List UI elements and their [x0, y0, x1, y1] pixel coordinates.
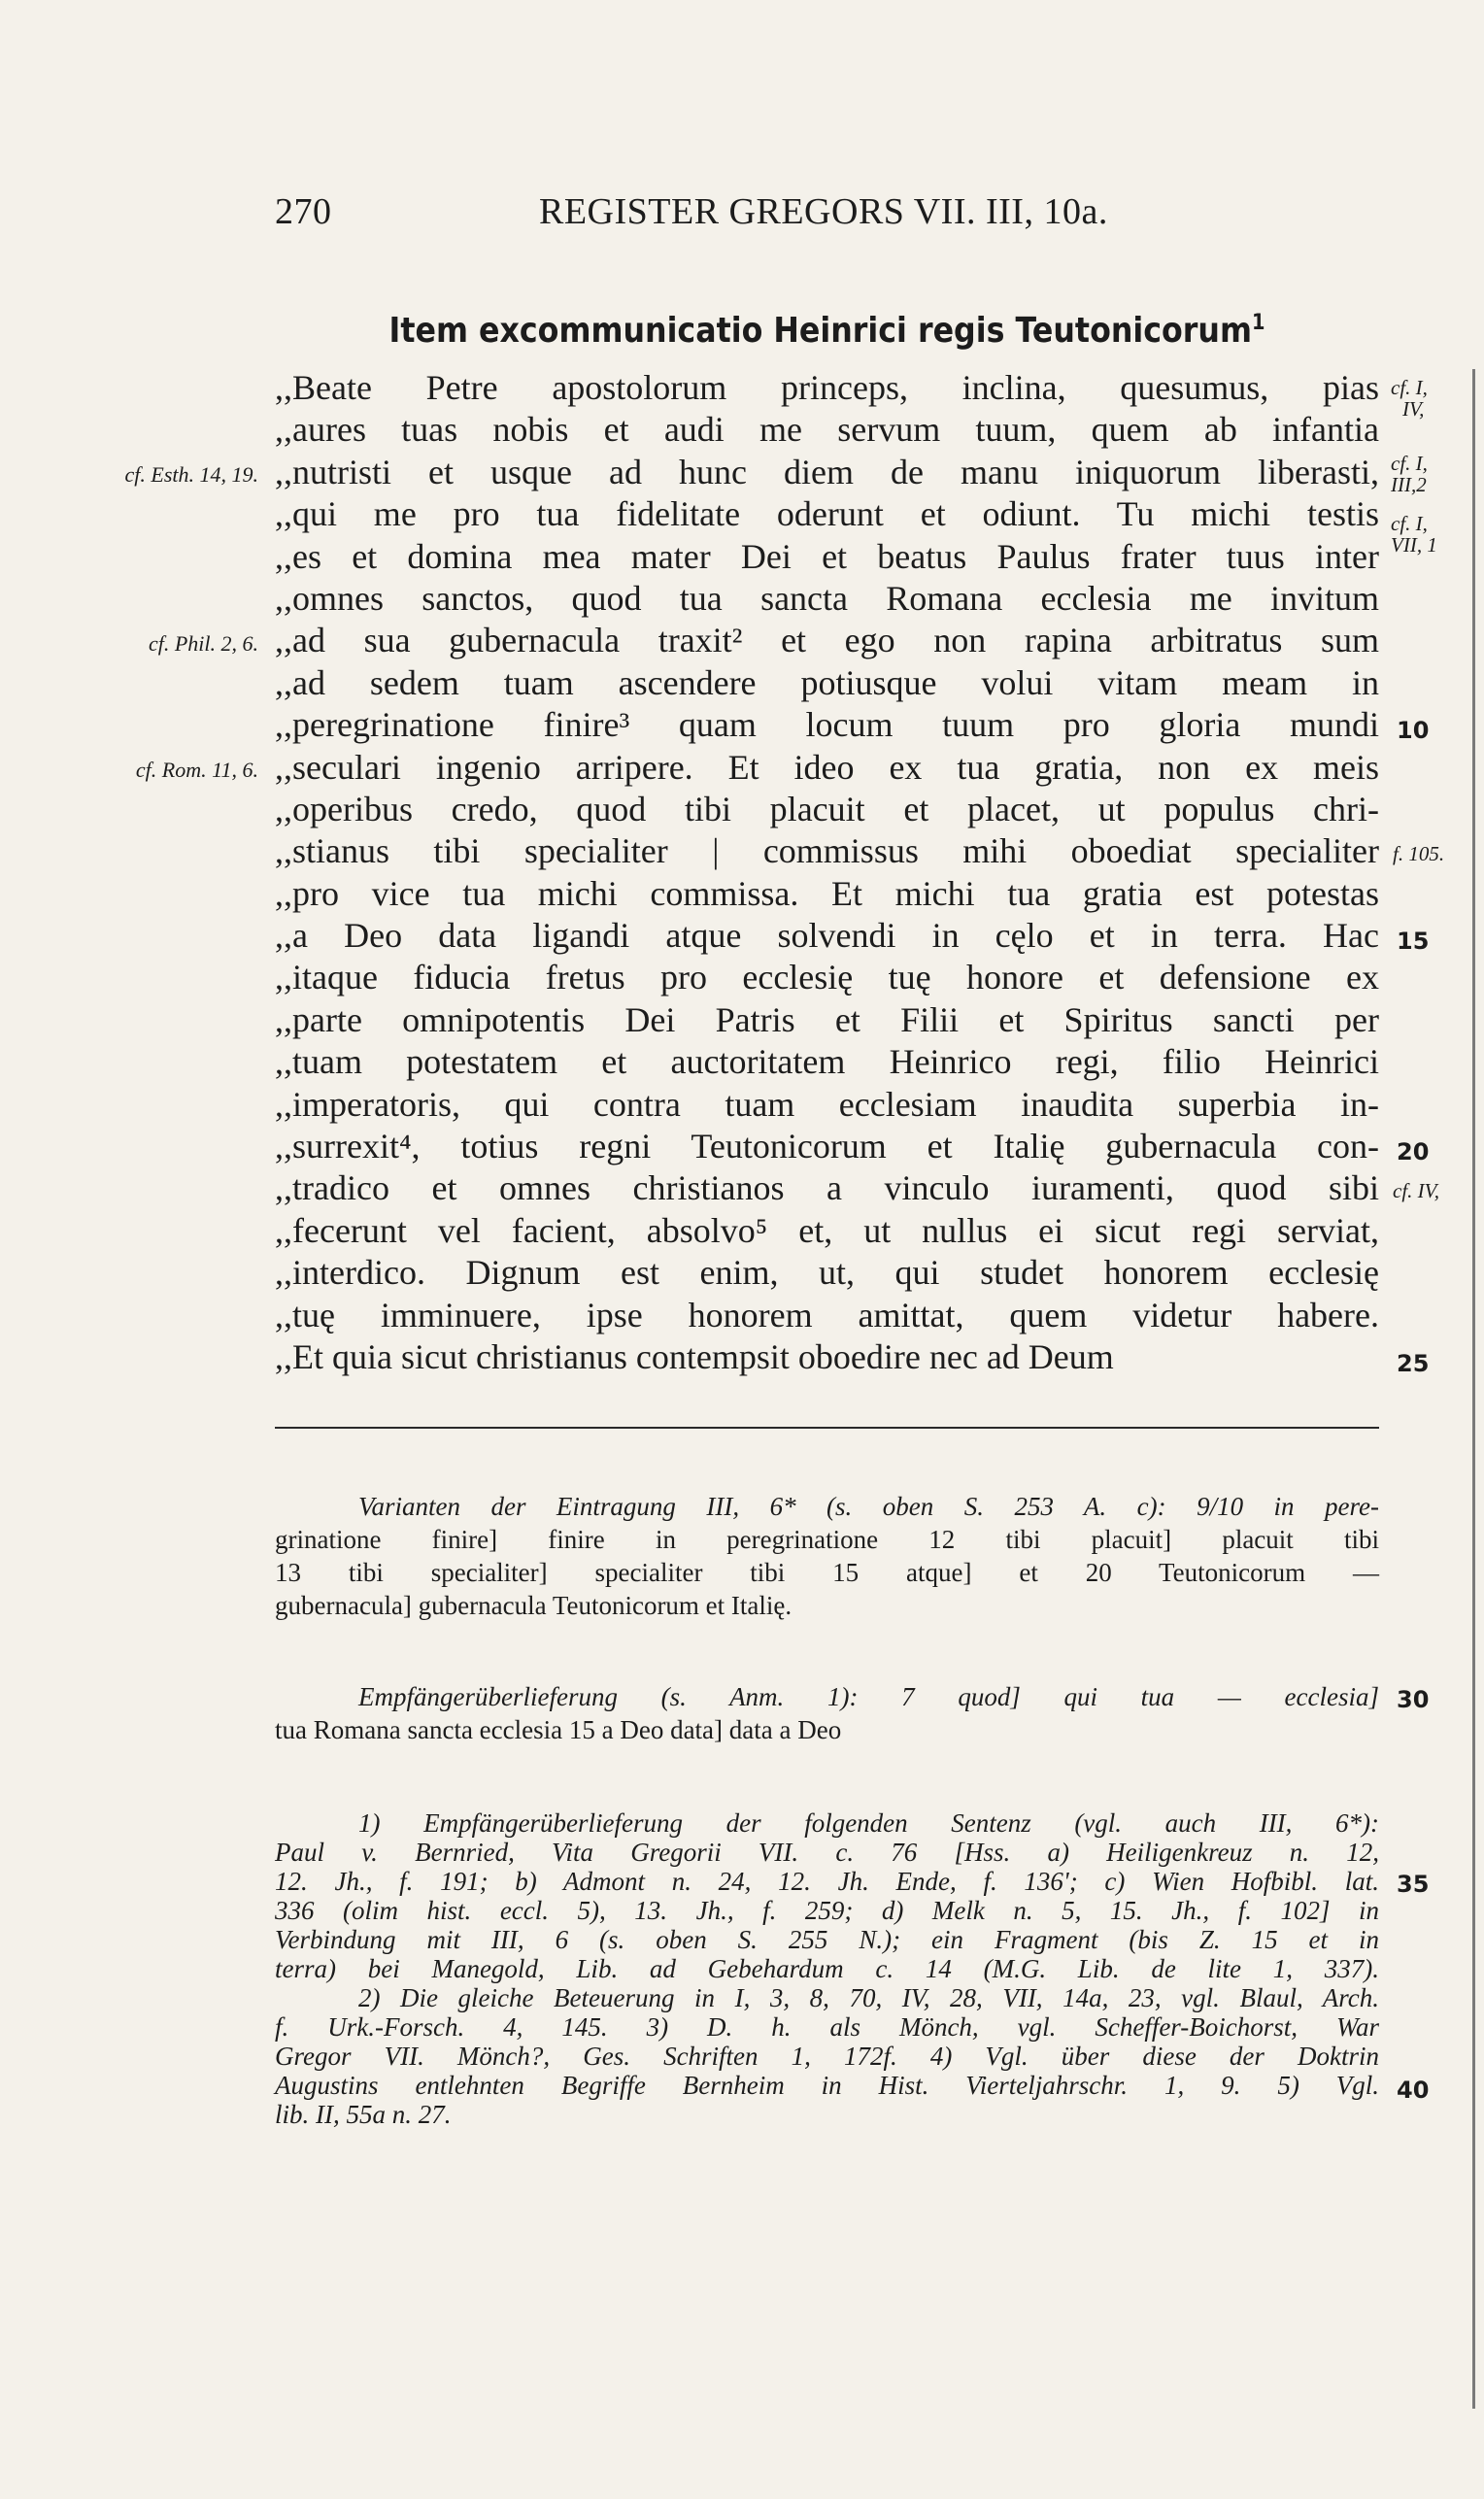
apparatus-line: Varianten der Eintragung III, 6* (s. oben S. 253 A. c): 9/10 in pere-	[358, 1492, 1379, 1521]
footnote-line: Paul v. Bernried, Vita Gregorii VII. c. 76 [Hss. a) Heiligenkreuz n. 12,	[275, 1838, 1379, 1867]
footnote-line: Gregor VII. Mönch?, Ges. Schriften 1, 172f. 4) Vgl. über diese der Doktrin	[275, 2042, 1379, 2071]
text-line: ,,tradico et omnes christianos a vinculo iuramenti, quod sibi	[275, 1168, 1379, 1208]
page-edge-divider	[1472, 369, 1475, 2409]
text-line: ,,qui me pro tua fidelitate oderunt et odiunt. Tu michi testis	[275, 494, 1379, 534]
apparatus-line: 13 tibi specialiter] specialiter tibi 15 atque] et 20 Teutonicorum —	[275, 1558, 1379, 1587]
title-footnote-ref: 1	[1251, 311, 1265, 335]
running-title: REGISTER GREGORS VII. III, 10a.	[539, 191, 1108, 232]
text-line: ,,a Deo data ligandi atque solvendi in cęlo et in terra. Hac	[275, 916, 1379, 956]
line-number: 15	[1397, 928, 1430, 955]
footnote-line: 12. Jh., f. 191; b) Admont n. 24, 12. Jh. Ende, f. 136'; c) Wien Hofbibl. lat.	[275, 1867, 1379, 1896]
line-number: 35	[1397, 1871, 1430, 1898]
variants-apparatus	[275, 1490, 1379, 1622]
main-text	[275, 367, 1379, 1378]
text-line: ,,Et quia sicut christianus contempsit oboedire nec ad Deum	[275, 1336, 1114, 1376]
left-margin-note: cf. Phil. 2, 6.	[148, 631, 258, 656]
footnote-line: 1) Empfängerüberlieferung der folgenden Sentenz (vgl. auch III, 6*):	[358, 1808, 1379, 1838]
footnote-line: Augustins entlehnten Begriffe Bernheim in Hist. Vierteljahrschr. 1, 9. 5) Vgl.	[275, 2071, 1379, 2100]
text-line: ,,Beate Petre apostolorum princeps, inclina, quesumus, pias	[275, 368, 1379, 407]
text-line: ,,stianus tibi specialiter | commissus mihi oboediat specialiter	[275, 831, 1379, 871]
apparatus-line: grinatione finire] finire in peregrinatione 12 tibi placuit] placuit tibi	[275, 1525, 1379, 1554]
footnotes	[275, 1808, 1379, 2129]
footnote-line: f. Urk.-Forsch. 4, 145. 3) D. h. als Mönch, vgl. Scheffer-Boichorst, War	[275, 2012, 1379, 2042]
page-number: 270	[275, 191, 332, 232]
line-number: 30	[1397, 1686, 1430, 1713]
footnote-line: Verbindung mit III, 6 (s. oben S. 255 N.); ein Fragment (bis Z. 15 et in	[275, 1925, 1379, 1954]
text-line: ,,interdico. Dignum est enim, ut, qui studet honorem ecclesię	[275, 1253, 1379, 1293]
section-title-text: Item excommunicatio Heinrici regis Teutonicorum	[388, 311, 1252, 351]
text-line: ,,ad sedem tuam ascendere potiusque volui vitam meam in	[275, 662, 1379, 702]
text-line: ,,operibus credo, quod tibi placuit et placet, ut populus chri-	[275, 789, 1379, 828]
text-line: ,,parte omnipotentis Dei Patris et Filii et Spiritus sancti per	[275, 999, 1379, 1039]
section-title	[341, 311, 1313, 351]
text-line: ,,surrexit⁴, totius regni Teutonicorum et Italię gubernacula con-	[275, 1127, 1379, 1166]
right-margin-note: IV,	[1402, 397, 1425, 421]
line-number: 10	[1397, 717, 1430, 744]
text-line: ,,tuam potestatem et auctoritatem Heinrico regi, filio Heinrici	[275, 1042, 1379, 1082]
right-margin-note: III,2	[1391, 473, 1427, 496]
text-line: ,,tuę imminuere, ipse honorem amittat, quem videtur habere.	[275, 1295, 1379, 1334]
right-margin-note: f. 105.	[1393, 842, 1445, 865]
text-line: ,,fecerunt vel facient, absolvo⁵ et, ut nullus ei sicut regi serviat,	[275, 1210, 1379, 1250]
footnote-line: 336 (olim hist. eccl. 5), 13. Jh., f. 259; d) Melk n. 5, 15. Jh., f. 102] in	[275, 1896, 1379, 1925]
recipient-apparatus	[275, 1680, 1379, 1746]
text-line: ,,ad sua gubernacula traxit² et ego non rapina arbitratus sum	[275, 621, 1379, 660]
footnote-line: lib. II, 55a n. 27.	[275, 2100, 452, 2129]
text-line: ,,pro vice tua michi commissa. Et michi tua gratia est potestas	[275, 873, 1379, 913]
footnote-line: 2) Die gleiche Beteuerung in I, 3, 8, 70, IV, 28, VII, 14a, 23, vgl. Blaul, Arch.	[358, 1983, 1379, 2012]
right-margin-note: VII, 1	[1391, 533, 1437, 557]
left-margin-note: cf. Rom. 11, 6.	[135, 758, 258, 782]
text-line: ,,omnes sanctos, quod tua sancta Romana ecclesia me invitum	[275, 578, 1379, 618]
apparatus-line: Empfängerüberlieferung (s. Anm. 1): 7 quod] qui tua — ecclesia]	[358, 1682, 1379, 1711]
right-margin-note: cf. I,	[1391, 376, 1428, 399]
text-line: ,,imperatoris, qui contra tuam ecclesiam inaudita superbia in-	[275, 1084, 1379, 1124]
left-margin-note: cf. Esth. 14, 19.	[124, 462, 258, 487]
line-number: 25	[1397, 1350, 1430, 1377]
text-line: ,,itaque fiducia fretus pro ecclesię tuę honore et defensione ex	[275, 958, 1379, 997]
right-margin-note: cf. I,	[1391, 512, 1428, 535]
text-line: ,,peregrinatione finire³ quam locum tuum pro gloria mundi	[275, 705, 1379, 745]
right-margin-note: cf. IV,	[1393, 1179, 1440, 1202]
line-number: 20	[1397, 1138, 1430, 1165]
apparatus-line: gubernacula] gubernacula Teutonicorum et Italię.	[275, 1591, 793, 1620]
apparatus-line: tua Romana sancta ecclesia 15 a Deo data] data a Deo	[275, 1715, 842, 1744]
right-margin-note: cf. I,	[1391, 452, 1428, 475]
text-line: ,,nutristi et usque ad hunc diem de manu iniquorum liberasti,	[275, 452, 1379, 491]
line-number: 40	[1397, 2077, 1430, 2104]
footnote-line: terra) bei Manegold, Lib. ad Gebehardum c. 14 (M.G. Lib. de lite 1, 337).	[275, 1954, 1379, 1983]
text-line: ,,aures tuas nobis et audi me servum tuum, quem ab infantia	[275, 410, 1379, 450]
text-line: ,,es et domina mea mater Dei et beatus Paulus frater tuus inter	[275, 536, 1379, 576]
footnote-divider	[275, 1427, 1379, 1429]
text-line: ,,seculari ingenio arripere. Et ideo ex tua gratia, non ex meis	[275, 747, 1379, 787]
